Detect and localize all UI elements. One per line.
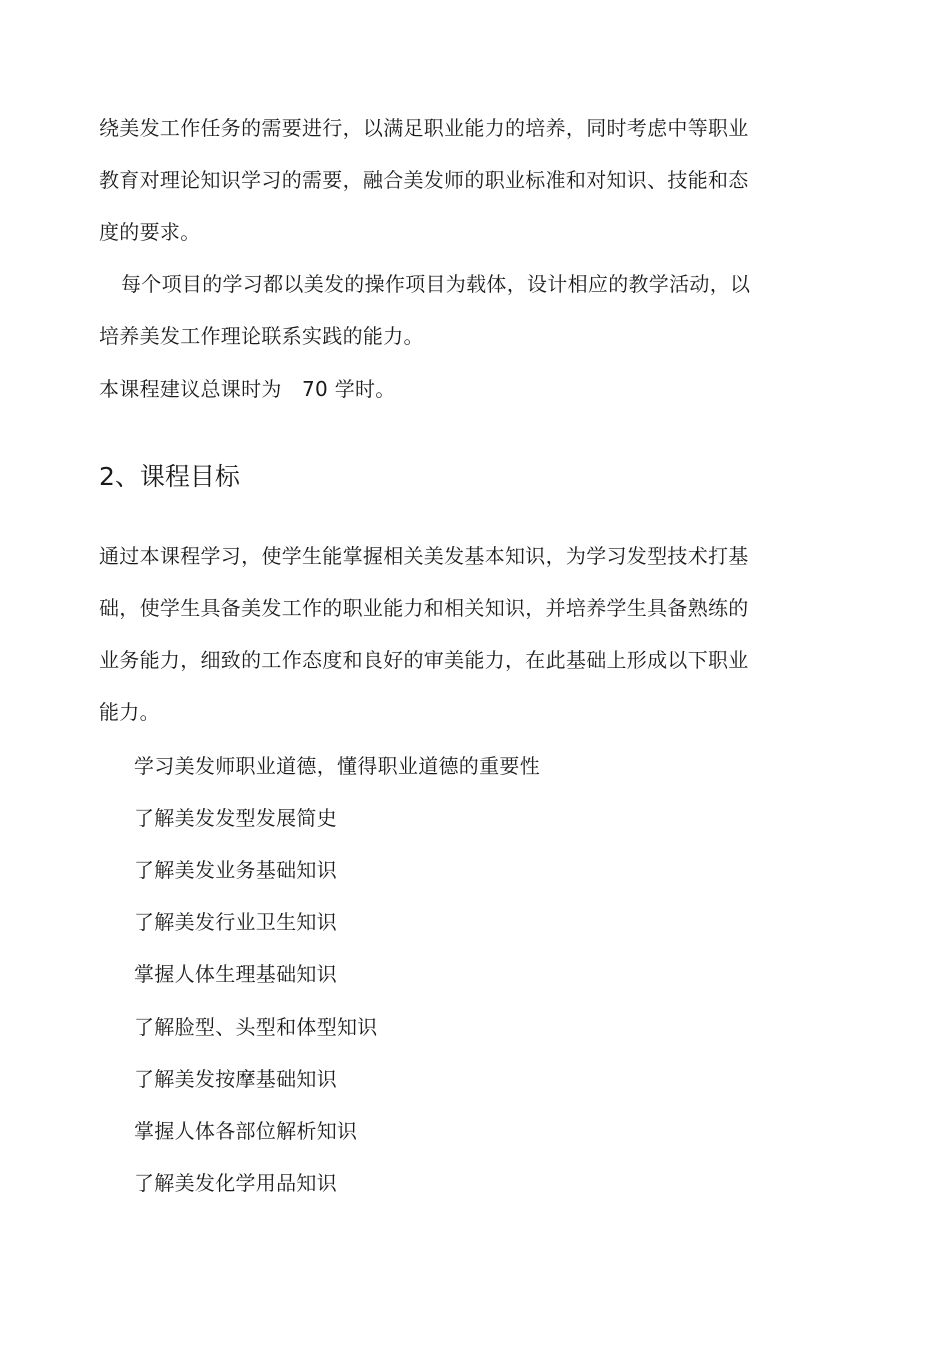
goal-item: 了解美发业务基础知识 <box>134 858 337 882</box>
goal-item: 了解美发化学用品知识 <box>134 1171 337 1195</box>
goals-para-line-4: 能力。 <box>99 700 160 724</box>
intro-para1-line-3: 度的要求。 <box>99 220 201 244</box>
goals-para-line-3: 业务能力，细致的工作态度和良好的审美能力，在此基础上形成以下职业 <box>99 648 749 672</box>
section-heading: 2、课程目标 <box>99 462 240 491</box>
intro-para2-line-2: 培养美发工作理论联系实践的能力。 <box>99 324 424 348</box>
intro-para2-line-1: 每个项目的学习都以美发的操作项目为载体，设计相应的教学活动，以 <box>121 272 751 296</box>
total-hours-line: 本课程建议总课时为 70 学时。 <box>99 377 396 401</box>
goal-item: 掌握人体各部位解析知识 <box>134 1119 358 1143</box>
intro-para1-line-1: 绕美发工作任务的需要进行，以满足职业能力的培养，同时考虑中等职业 <box>99 116 749 140</box>
goal-item: 掌握人体生理基础知识 <box>134 962 337 986</box>
goal-item: 了解美发行业卫生知识 <box>134 910 337 934</box>
goals-para-line-1: 通过本课程学习，使学生能掌握相关美发基本知识，为学习发型技术打基 <box>99 544 749 568</box>
goal-item: 了解脸型、头型和体型知识 <box>134 1015 378 1039</box>
goal-item: 了解美发按摩基础知识 <box>134 1067 337 1091</box>
goal-item: 了解美发发型发展简史 <box>134 806 337 830</box>
goals-para-line-2: 础，使学生具备美发工作的职业能力和相关知识，并培养学生具备熟练的 <box>99 596 749 620</box>
goal-item: 学习美发师职业道德，懂得职业道德的重要性 <box>134 754 540 778</box>
intro-para1-line-2: 教育对理论知识学习的需要，融合美发师的职业标准和对知识、技能和态 <box>99 168 749 192</box>
